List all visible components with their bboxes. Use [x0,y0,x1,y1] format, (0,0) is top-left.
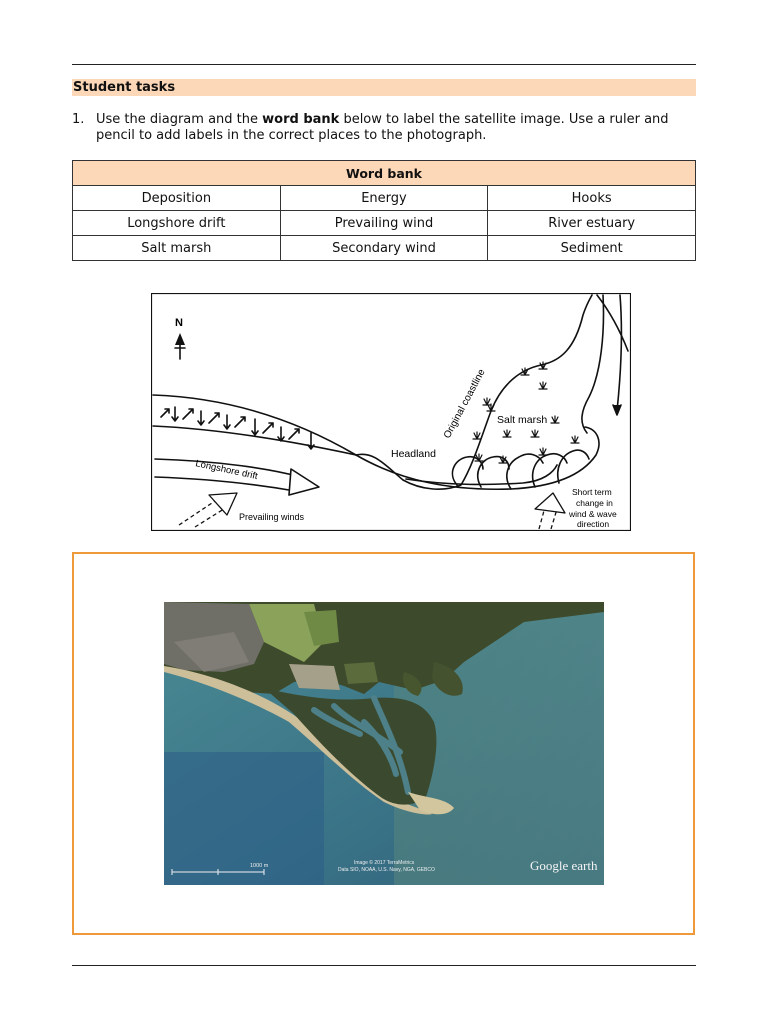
word-bank-title: Word bank [73,161,696,186]
task-text-bold: word bank [262,112,340,127]
section-title: Student tasks [72,79,696,96]
task-text [96,112,696,144]
scale-label: 1000 m [250,863,269,869]
bottom-rule [72,965,696,966]
task-1 [72,112,696,144]
word-bank-table [72,160,696,261]
table-row [73,211,696,236]
word-bank-cell: Prevailing wind [280,211,488,236]
prevailing-winds-label: Prevailing winds [239,512,305,522]
google-earth-logo: Google earth [530,858,598,873]
word-bank-cell: Hooks [488,186,696,211]
table-row [73,236,696,261]
top-rule [72,64,696,65]
table-row [73,186,696,211]
satellite-image [164,602,604,885]
task-number: 1. [72,112,85,127]
task-text-part: Use the diagram and the [96,112,263,127]
image-credit-1: Image © 2017 TerraMetrics [354,860,415,866]
word-bank-cell: Salt marsh [73,236,281,261]
original-coastline-label: Original coastline [441,367,488,441]
word-bank-cell: Energy [280,186,488,211]
longshore-drift-label: Longshore drift [194,458,259,483]
north-label: N [175,317,183,329]
short-term-label-1: Short term [572,487,612,497]
image-credit-2: Data SIO, NOAA, U.S. Navy, NGA, GEBCO [338,867,435,873]
salt-marsh-label: Salt marsh [497,414,548,426]
word-bank-cell: River estuary [488,211,696,236]
word-bank-cell: Sediment [488,236,696,261]
task-text-part: below to label the satellite image. Use a ruler and pencil to add labels in the correct places to the photograph. [96,112,669,143]
spit-diagram [151,293,631,531]
short-term-label-3: wind & wave [569,509,617,519]
headland-label: Headland [391,448,436,460]
short-term-label-4: direction [577,519,610,529]
word-bank-cell: Deposition [73,186,281,211]
word-bank-cell: Secondary wind [280,236,488,261]
short-term-label-2: change in [576,498,613,508]
word-bank-cell: Longshore drift [73,211,281,236]
